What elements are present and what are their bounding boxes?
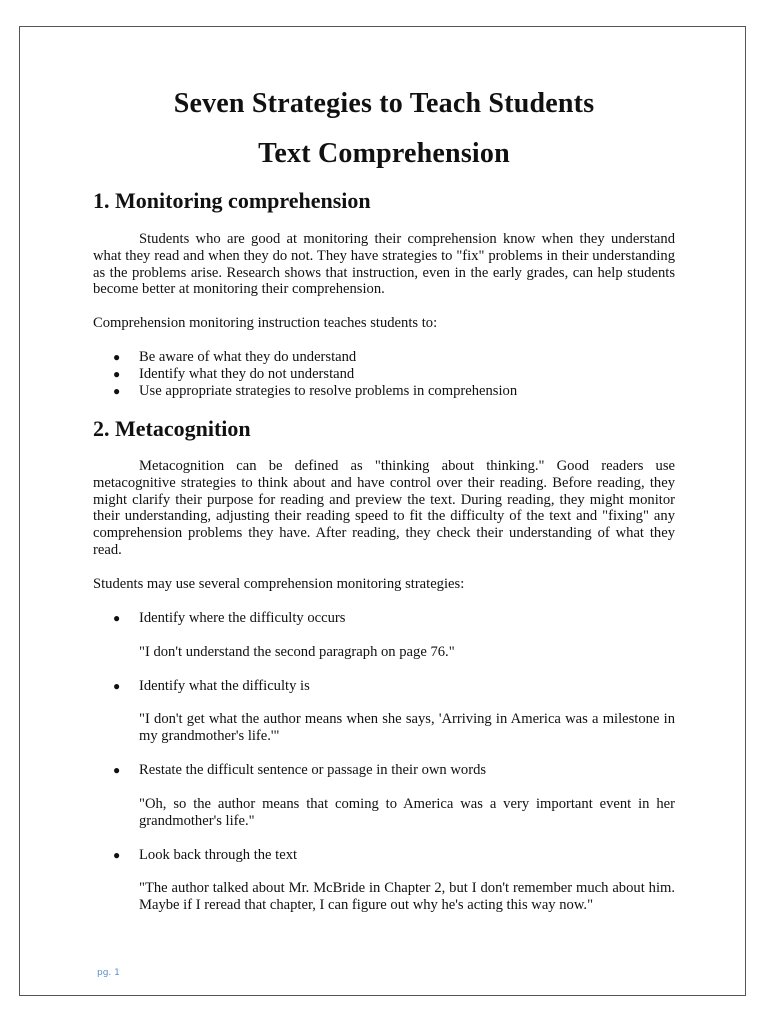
- page-number: pg. 1: [97, 968, 120, 978]
- document-title-line-1: Seven Strategies to Teach Students: [173, 88, 595, 119]
- section-2-heading: 2. Metacognition: [93, 416, 251, 441]
- strategy-quote: "Oh, so the author means that coming to America was a very important event in her grandmother's life.": [139, 796, 675, 829]
- strategy-item: ● Identify where the difficulty occurs: [113, 610, 346, 626]
- bullet-icon: ●: [113, 679, 121, 693]
- bullet-icon: ●: [113, 611, 121, 625]
- section-1-paragraph: Students who are good at monitoring their comprehension know when they understand what they read and when they do not. They have strategies to "fix" problems in their understanding as the problems arise. Research shows that instruction, even in the early grades, can help students become better at monitoring their comprehension.: [93, 231, 675, 298]
- strategy-item: ● Identify what the difficulty is: [113, 678, 310, 694]
- section-2-intro: Students may use several comprehension monitoring strategies:: [93, 576, 465, 592]
- list-item: ● Be aware of what they do understand: [113, 349, 357, 365]
- strategy-quote: "I don't get what the author means when she says, 'Arriving in America was a milestone in my grandmother's life.'": [139, 711, 675, 744]
- strategy-quote: "The author talked about Mr. McBride in Chapter 2, but I don't remember much about him. Maybe if I reread that chapter, I can figure out why he's acting this way now.": [139, 880, 675, 913]
- section-1-bullet-list: [93, 349, 675, 399]
- list-item: ● Use appropriate strategies to resolve problems in comprehension: [113, 382, 518, 399]
- bullet-icon: ●: [113, 763, 121, 777]
- list-item: ● Identify what they do not understand: [113, 365, 355, 382]
- strategy-item: ● Look back through the text: [113, 847, 298, 863]
- strategy-item: ● Restate the difficult sentence or passage in their own words: [113, 762, 487, 778]
- bullet-icon: ●: [113, 383, 121, 398]
- document-title-line-2: Text Comprehension: [258, 138, 510, 169]
- section-1-heading: 1. Monitoring comprehension: [93, 188, 371, 213]
- section-2-paragraph: Metacognition can be defined as "thinking about thinking." Good readers use metacognitive strategies to think about and have control over their reading. Before reading, they might clarify their purpose for reading and preview the text. During reading, they might monitor their understanding, adjusting their reading speed to fit the difficulty of the text and "fixing" any comprehension problems they have. After reading, they check their understanding of what they read.: [93, 458, 675, 558]
- strategy-quote: "I don't understand the second paragraph on page 76.": [139, 644, 455, 660]
- bullet-icon: ●: [113, 350, 121, 364]
- section-1-intro: Comprehension monitoring instruction teaches students to:: [93, 315, 438, 331]
- bullet-icon: ●: [113, 366, 121, 381]
- bullet-icon: ●: [113, 848, 121, 862]
